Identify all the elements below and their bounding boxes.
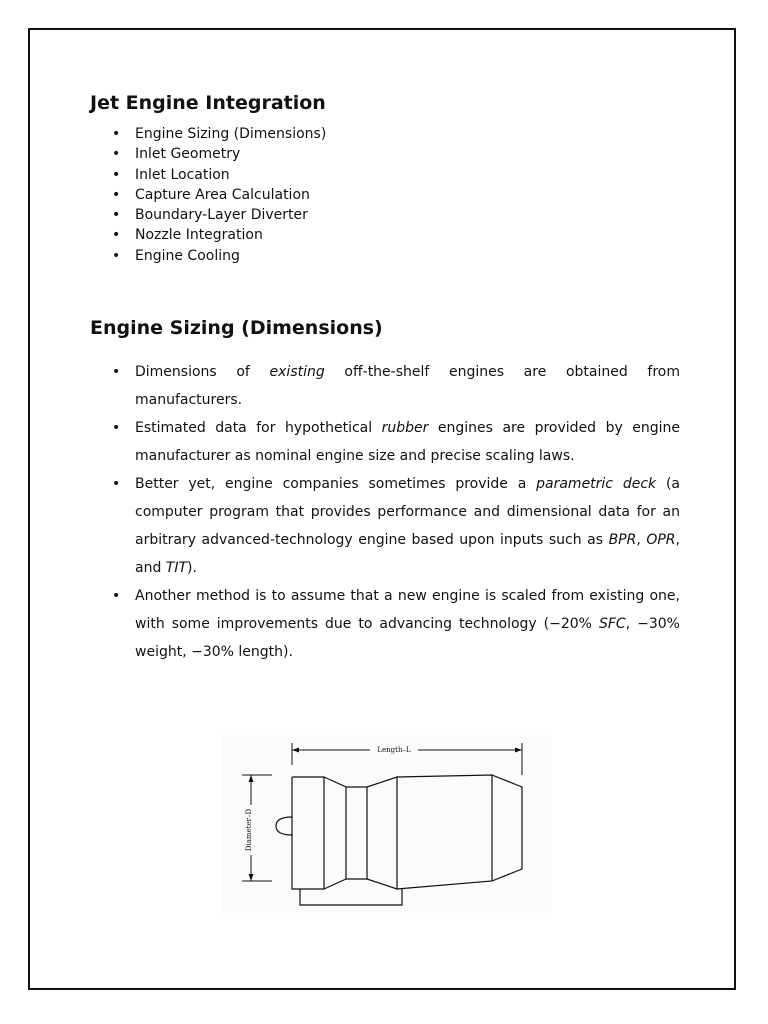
arrowhead-icon [249,775,254,782]
topic-item: • Engine Sizing (Dimensions) [112,124,680,144]
arrowhead-icon [515,748,522,753]
arrowhead-icon [292,748,299,753]
engine-sizing-bullets [90,358,680,666]
bullet-text: Estimated data for hypothetical [135,420,382,436]
bullet-text: Dimensions of [135,364,270,380]
bullet-paragraph [112,358,680,414]
bullet-text: off-the-shelf engines are obtained from manufacturers. [135,364,681,408]
bullet-paragraph [112,414,680,470]
bullet-text: Better yet, engine companies sometimes provide a [135,476,537,492]
bullet-text: Another method is to assume that a new engine is scaled from existing one, with some improvements due to advancing technology (−20% [135,588,680,632]
topic-item: • Inlet Geometry [112,144,680,164]
document-content [90,90,681,660]
diameter-label: Diameter–D [245,808,253,852]
section-title-engine-sizing: Engine Sizing (Dimensions) [90,317,383,339]
topic-list [90,124,680,266]
bullet-text: (a computer program that provides performance and dimensional data for an arbitrary advanced-technology engine based upon inputs such as [135,476,681,548]
engine-diagram [222,735,552,913]
topic-item: • Nozzle Integration [112,225,680,245]
arrowhead-icon [249,874,254,881]
topic-item: • Engine Cooling [112,246,680,266]
emphasized-text: SFC [598,616,626,632]
topic-item: • Capture Area Calculation [112,185,680,205]
emphasized-text: TIT [165,560,188,576]
section-title-jet-engine-integration: Jet Engine Integration [90,92,326,114]
emphasized-text: existing [269,364,325,380]
bullet-text: , and [135,532,680,576]
engine-outline [276,775,522,905]
bullet-text: ). [187,560,197,576]
emphasized-text: OPR [646,532,676,548]
bullet-paragraph [112,582,680,666]
emphasized-text: rubber [381,420,429,436]
bullet-text: , [636,532,647,548]
length-label: Length–L [377,746,411,754]
emphasized-text: BPR [608,532,637,548]
bullet-text: engines are provided by engine manufacturer as nominal engine size and precise scaling laws. [135,420,680,464]
bullet-paragraph [112,470,680,582]
bullet-text: , −30% weight, −30% length). [135,616,680,660]
emphasized-text: parametric deck [536,476,657,492]
topic-item: • Boundary-Layer Diverter [112,205,680,225]
topic-item: • Inlet Location [112,165,680,185]
engine-dimension-figure [222,735,552,913]
